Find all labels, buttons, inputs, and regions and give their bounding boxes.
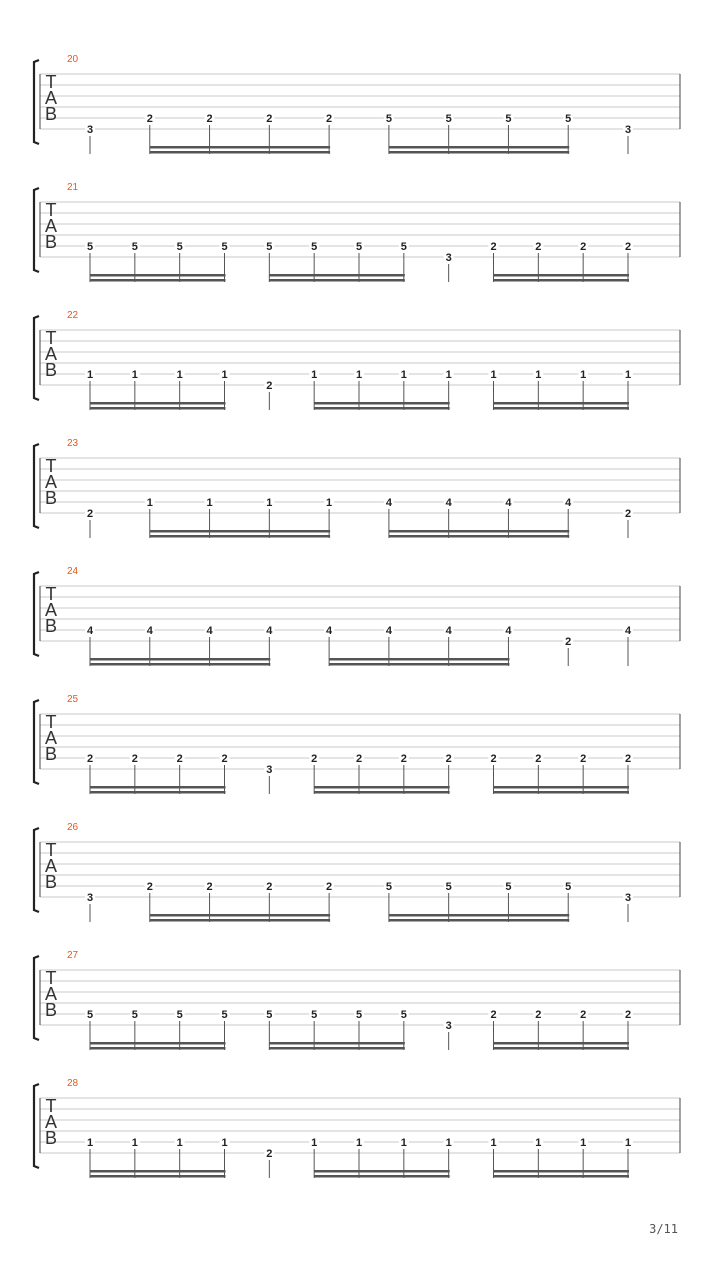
fret-number: 1 <box>221 1137 228 1149</box>
fret-number: 2 <box>535 241 542 253</box>
beam <box>90 663 270 666</box>
fret-number: 5 <box>505 113 512 125</box>
tab-clef-letter: T <box>45 200 57 220</box>
beam <box>389 914 569 917</box>
tab-system <box>34 1078 680 1178</box>
fret-number: 1 <box>176 1137 183 1149</box>
tab-clef-letter: A <box>44 984 58 1004</box>
beam <box>269 279 405 282</box>
system-bracket <box>34 828 39 912</box>
fret-number: 4 <box>146 625 153 637</box>
fret-number: 2 <box>326 113 333 125</box>
fret-number: 2 <box>624 753 632 765</box>
beam <box>389 530 569 533</box>
fret-number: 1 <box>445 1137 452 1149</box>
fret-number: 4 <box>565 497 572 509</box>
tab-system <box>34 822 680 922</box>
fret-number: 2 <box>266 380 273 392</box>
fret-number: 3 <box>86 892 94 904</box>
fret-number: 1 <box>580 1137 587 1149</box>
fret-number: 1 <box>146 497 153 509</box>
fret-number: 5 <box>221 241 228 253</box>
beam <box>494 274 630 277</box>
fret-number: 2 <box>490 241 497 253</box>
beam <box>150 530 330 533</box>
fret-number: 2 <box>266 113 273 125</box>
fret-number: 2 <box>445 753 452 765</box>
beam <box>389 146 569 149</box>
tab-clef-letter: B <box>44 1000 58 1020</box>
beam <box>329 658 509 661</box>
fret-number: 1 <box>176 369 183 381</box>
fret-number: 2 <box>624 1009 632 1021</box>
measure-number: 21 <box>67 182 79 193</box>
fret-number: 2 <box>176 753 183 765</box>
beam <box>90 279 226 282</box>
beam <box>389 919 569 922</box>
fret-number: 1 <box>206 497 213 509</box>
fret-number: 1 <box>445 369 452 381</box>
fret-number: 1 <box>580 369 587 381</box>
beam <box>150 146 330 149</box>
measure-number: 20 <box>67 54 79 65</box>
beam <box>314 786 450 789</box>
fret-number: 5 <box>505 881 512 893</box>
tab-clef-letter: B <box>44 232 58 252</box>
tab-clef-letter: T <box>45 456 57 476</box>
fret-number: 5 <box>266 241 273 253</box>
beam <box>494 279 630 282</box>
tab-clef-letter: B <box>44 488 58 508</box>
beam <box>494 1175 630 1178</box>
fret-number: 5 <box>311 241 318 253</box>
fret-number: 2 <box>266 881 273 893</box>
system-bracket <box>34 1084 39 1168</box>
tab-system <box>34 310 680 410</box>
measure-number: 28 <box>67 1078 79 1089</box>
fret-number: 1 <box>326 497 333 509</box>
beam <box>90 1042 226 1045</box>
measure-number: 25 <box>67 694 79 705</box>
tab-clef-letter: T <box>45 1096 57 1116</box>
beam <box>150 151 330 154</box>
fret-number: 4 <box>326 625 333 637</box>
beam <box>329 663 509 666</box>
tab-clef-letter: A <box>44 88 58 108</box>
beam <box>314 402 450 405</box>
fret-number: 2 <box>146 113 153 125</box>
beam <box>269 1047 405 1050</box>
fret-number: 2 <box>580 1009 587 1021</box>
fret-number: 3 <box>445 252 452 264</box>
fret-number: 1 <box>355 1137 363 1149</box>
fret-number: 5 <box>266 1009 273 1021</box>
tab-clef-letter: T <box>45 840 57 860</box>
tab-clef-letter: T <box>45 328 57 348</box>
fret-number: 4 <box>266 625 273 637</box>
fret-number: 1 <box>535 1137 542 1149</box>
fret-number: 5 <box>565 113 572 125</box>
fret-number: 5 <box>565 881 572 893</box>
tab-clef-letter: A <box>44 728 58 748</box>
tab-clef-letter: A <box>44 856 58 876</box>
fret-number: 2 <box>400 753 407 765</box>
tab-clef-letter: A <box>44 344 58 364</box>
fret-number: 4 <box>385 497 392 509</box>
fret-number: 1 <box>490 369 497 381</box>
fret-number: 2 <box>565 636 572 648</box>
beam <box>90 791 226 794</box>
beam <box>494 786 630 789</box>
measure-number: 23 <box>67 438 79 449</box>
page-number: 3/11 <box>649 1222 678 1236</box>
fret-number: 2 <box>131 753 138 765</box>
tab-system <box>34 54 680 154</box>
system-bracket <box>34 956 39 1040</box>
beam <box>90 786 226 789</box>
measure-number: 26 <box>67 822 79 833</box>
fret-number: 2 <box>266 1148 273 1160</box>
fret-number: 2 <box>206 113 213 125</box>
tab-clef-letter: B <box>44 616 58 636</box>
fret-number: 5 <box>311 1009 318 1021</box>
fret-number: 5 <box>176 241 183 253</box>
system-bracket <box>34 60 39 144</box>
fret-number: 4 <box>624 625 632 637</box>
tab-clef-letter: T <box>45 72 57 92</box>
fret-number: 4 <box>206 625 213 637</box>
fret-number: 5 <box>355 1009 363 1021</box>
fret-number: 4 <box>445 497 452 509</box>
beam <box>90 1047 226 1050</box>
tab-clef-letter: A <box>44 600 58 620</box>
fret-number: 5 <box>176 1009 183 1021</box>
tab-clef-letter: A <box>44 472 58 492</box>
fret-number: 1 <box>490 1137 497 1149</box>
fret-number: 2 <box>624 508 632 520</box>
beam <box>314 1175 450 1178</box>
beam <box>150 914 330 917</box>
fret-number: 5 <box>86 241 94 253</box>
fret-number: 5 <box>400 241 407 253</box>
beam <box>90 407 226 410</box>
beam <box>314 1170 450 1173</box>
tab-clef-letter: A <box>44 1112 58 1132</box>
fret-number: 2 <box>355 753 363 765</box>
fret-number: 5 <box>445 113 452 125</box>
beam <box>90 1175 226 1178</box>
system-bracket <box>34 444 39 528</box>
fret-number: 1 <box>221 369 228 381</box>
measure-number: 22 <box>67 310 79 321</box>
fret-number: 1 <box>400 1137 407 1149</box>
fret-number: 2 <box>311 753 318 765</box>
beam <box>494 407 630 410</box>
fret-number: 2 <box>580 241 587 253</box>
measure-number: 24 <box>67 566 79 577</box>
fret-number: 3 <box>86 124 94 136</box>
fret-number: 1 <box>624 369 632 381</box>
fret-number: 4 <box>445 625 452 637</box>
tab-system <box>34 950 680 1050</box>
fret-number: 3 <box>266 764 273 776</box>
beam <box>389 535 569 538</box>
beam <box>314 407 450 410</box>
tab-clef-letter: T <box>45 968 57 988</box>
beam <box>494 1047 630 1050</box>
system-bracket <box>34 188 39 272</box>
beam <box>494 1042 630 1045</box>
fret-number: 2 <box>624 241 632 253</box>
beam <box>389 151 569 154</box>
beam <box>494 1170 630 1173</box>
beam <box>90 1170 226 1173</box>
tab-clef-letter: B <box>44 744 58 764</box>
beam <box>494 402 630 405</box>
fret-number: 5 <box>400 1009 407 1021</box>
system-bracket <box>34 700 39 784</box>
beam <box>269 274 405 277</box>
fret-number: 4 <box>86 625 94 637</box>
fret-number: 1 <box>131 1137 138 1149</box>
fret-number: 1 <box>624 1137 632 1149</box>
tab-clef-letter: B <box>44 872 58 892</box>
fret-number: 2 <box>221 753 228 765</box>
fret-number: 2 <box>86 508 94 520</box>
fret-number: 5 <box>86 1009 94 1021</box>
fret-number: 5 <box>385 881 392 893</box>
beam <box>150 919 330 922</box>
tab-system <box>34 438 680 538</box>
fret-number: 4 <box>505 625 512 637</box>
fret-number: 1 <box>86 369 94 381</box>
fret-number: 5 <box>131 241 138 253</box>
fret-number: 1 <box>355 369 363 381</box>
fret-number: 3 <box>445 1020 452 1032</box>
beam <box>150 535 330 538</box>
system-bracket <box>34 316 39 400</box>
fret-number: 2 <box>535 753 542 765</box>
beam <box>269 1042 405 1045</box>
fret-number: 3 <box>624 892 632 904</box>
fret-number: 1 <box>311 1137 318 1149</box>
tab-clef-letter: B <box>44 360 58 380</box>
beam <box>90 274 226 277</box>
fret-number: 5 <box>221 1009 228 1021</box>
beam <box>494 791 630 794</box>
tab-system <box>34 182 680 282</box>
beam <box>90 402 226 405</box>
fret-number: 5 <box>355 241 363 253</box>
tab-clef-letter: B <box>44 104 58 124</box>
fret-number: 1 <box>266 497 273 509</box>
fret-number: 5 <box>385 113 392 125</box>
fret-number: 1 <box>400 369 407 381</box>
fret-number: 2 <box>490 1009 497 1021</box>
fret-number: 4 <box>385 625 392 637</box>
tab-clef-letter: T <box>45 584 57 604</box>
fret-number: 2 <box>146 881 153 893</box>
fret-number: 2 <box>535 1009 542 1021</box>
system-bracket <box>34 572 39 656</box>
tab-clef-letter: A <box>44 216 58 236</box>
fret-number: 2 <box>490 753 497 765</box>
fret-number: 1 <box>86 1137 94 1149</box>
fret-number: 2 <box>580 753 587 765</box>
fret-number: 1 <box>131 369 138 381</box>
fret-number: 5 <box>445 881 452 893</box>
tab-system <box>34 694 680 794</box>
fret-number: 3 <box>624 124 632 136</box>
fret-number: 2 <box>206 881 213 893</box>
fret-number: 4 <box>505 497 512 509</box>
fret-number: 2 <box>326 881 333 893</box>
fret-number: 5 <box>131 1009 138 1021</box>
beam <box>314 791 450 794</box>
tab-system <box>34 566 680 666</box>
fret-number: 2 <box>86 753 94 765</box>
fret-number: 1 <box>311 369 318 381</box>
measure-number: 27 <box>67 950 79 961</box>
beam <box>90 658 270 661</box>
tab-clef-letter: T <box>45 712 57 732</box>
fret-number: 1 <box>535 369 542 381</box>
tab-clef-letter: B <box>44 1128 58 1148</box>
